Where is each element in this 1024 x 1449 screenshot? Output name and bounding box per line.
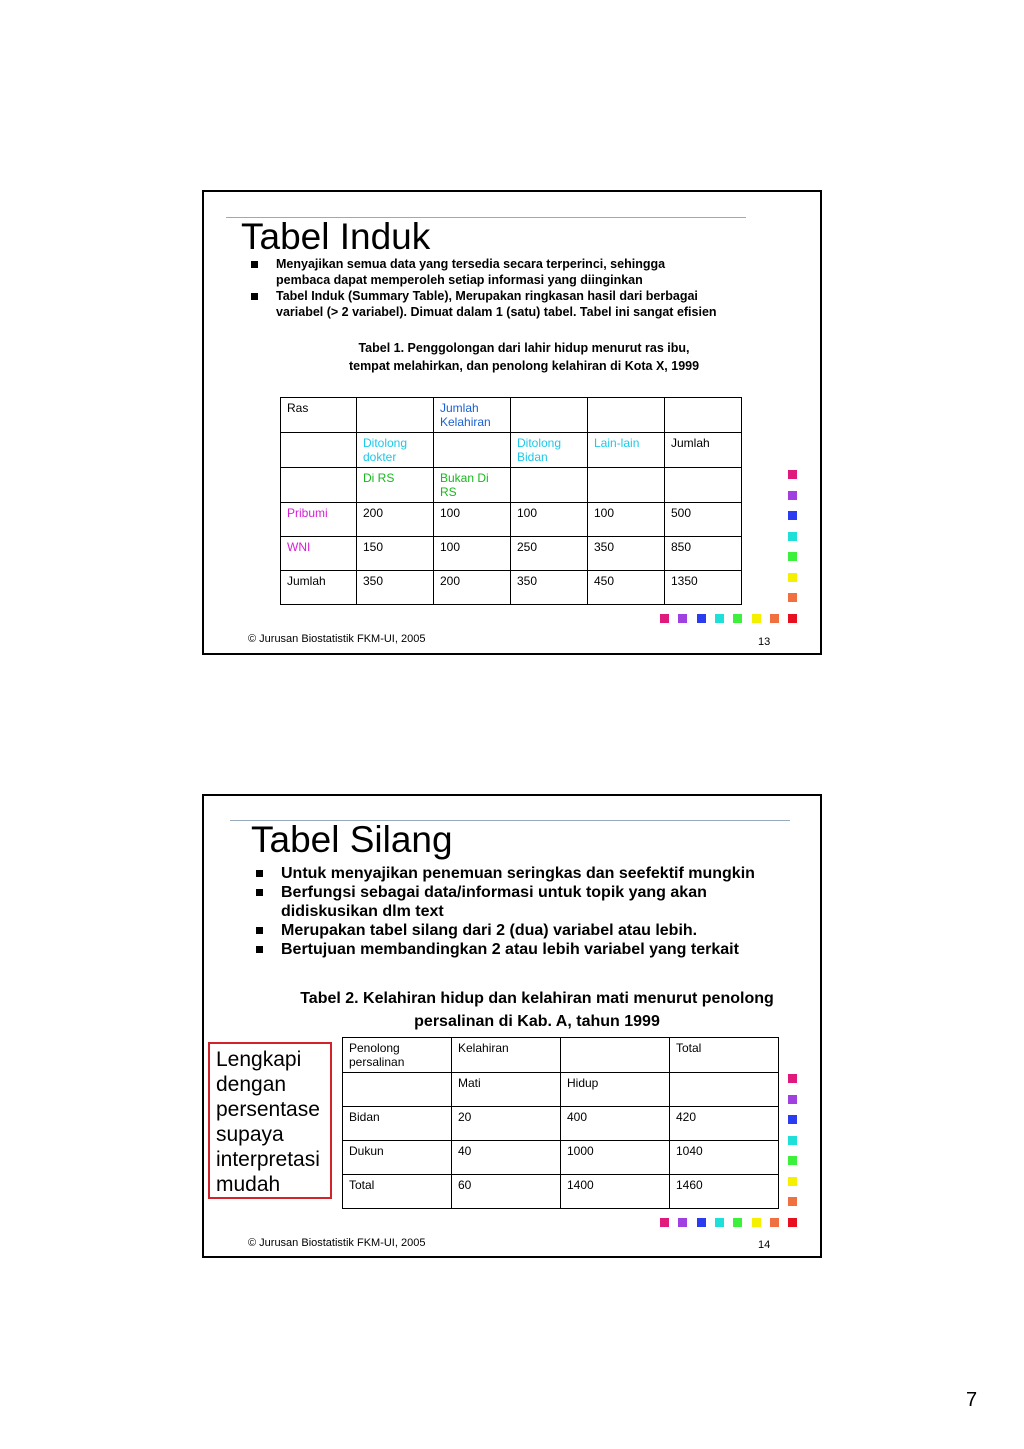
table-cell: [434, 571, 511, 605]
decor-square-icon: [788, 1156, 797, 1165]
slide-tabel-silang: [202, 794, 822, 1258]
cell-text: 100: [517, 506, 538, 520]
cell-text: Total: [676, 1041, 702, 1055]
table-cell: [511, 398, 588, 433]
decor-square-icon: [715, 1218, 724, 1227]
cell-text: 420: [676, 1110, 697, 1124]
table-cell: [561, 1038, 670, 1073]
slide-page-number: 14: [758, 1239, 771, 1251]
cell-text: Penolong: [349, 1041, 400, 1055]
cell-text: 1000: [567, 1144, 594, 1158]
decor-square-icon: [660, 614, 669, 623]
table-cell: [511, 503, 588, 537]
note-line: dengan: [216, 1073, 287, 1096]
cell-text: Dukun: [349, 1144, 384, 1158]
cell-text: Kelahiran: [458, 1041, 509, 1055]
table-caption: [270, 987, 804, 1033]
decor-square-icon: [788, 470, 797, 479]
table-cell: [670, 1038, 779, 1073]
cell-text: 350: [517, 574, 538, 588]
cell-text: 60: [458, 1178, 472, 1192]
cell-text: Bidan: [349, 1110, 380, 1124]
bullet-item: [256, 864, 816, 883]
table-cell: [281, 433, 357, 468]
bullet-text: Tabel Induk (Summary Table), Merupakan ringkasan hasil dari berbagai: [276, 289, 698, 303]
table-cell: [357, 571, 434, 605]
decor-square-icon: [678, 1218, 687, 1227]
decor-square-icon: [697, 614, 706, 623]
cell-text: 100: [440, 540, 461, 554]
cell-text: Mati: [458, 1076, 481, 1090]
cell-text: Hidup: [567, 1076, 599, 1090]
table-cell: [281, 468, 357, 503]
bullet-item: [256, 940, 816, 959]
decor-square-icon: [660, 1218, 669, 1227]
table-cell: [357, 433, 434, 468]
table-cell: [343, 1175, 452, 1209]
table-cell: [511, 468, 588, 503]
table-row: [281, 571, 742, 605]
cell-text: WNI: [287, 540, 311, 554]
table-cell: [588, 468, 665, 503]
table-row: [281, 398, 742, 433]
cell-text: 450: [594, 574, 615, 588]
decor-square-icon: [788, 511, 797, 520]
table-cell: [343, 1038, 452, 1073]
slide-title: Tabel Silang: [251, 819, 453, 860]
table-cell: [452, 1073, 561, 1107]
table-cell: [434, 398, 511, 433]
cell-text: dokter: [363, 450, 397, 464]
table-row: [281, 537, 742, 571]
cell-text: 150: [363, 540, 384, 554]
cell-text: Bidan: [517, 450, 548, 464]
slide-title: Tabel Induk: [241, 216, 431, 257]
footer-copyright: © Jurusan Biostatistik FKM-UI, 2005: [248, 1237, 426, 1249]
cell-text: 400: [567, 1110, 588, 1124]
decor-square-icon: [752, 1218, 761, 1227]
bullet-text: pembaca dapat memperoleh setiap informasi yang diinginkan: [276, 273, 643, 287]
table-cell: [665, 571, 742, 605]
table-cell: [511, 433, 588, 468]
table-cell: [561, 1175, 670, 1209]
cell-text: Total: [349, 1178, 375, 1192]
table-cell: [281, 503, 357, 537]
cell-text: Jumlah: [440, 401, 479, 415]
square-bullet-icon: [256, 889, 263, 896]
caption-line: Tabel 2. Kelahiran hidup dan kelahiran mati menurut penolong: [300, 990, 774, 1007]
square-bullet-icon: [251, 261, 258, 268]
decor-square-icon: [678, 614, 687, 623]
table-row: [281, 503, 742, 537]
cell-text: persalinan: [349, 1055, 405, 1069]
table-row: [343, 1073, 779, 1107]
cross-table: [342, 1037, 779, 1209]
slide-tabel-induk: [202, 190, 822, 655]
decor-square-icon: [788, 532, 797, 541]
table-cell: [434, 503, 511, 537]
cell-text: Pribumi: [287, 506, 328, 520]
table-cell: [670, 1107, 779, 1141]
decor-square-icon: [788, 1177, 797, 1186]
slide-page-number: 13: [758, 636, 771, 648]
decor-square-icon: [788, 1136, 797, 1145]
table-row: [343, 1175, 779, 1209]
cell-text: Jumlah: [287, 574, 326, 588]
bullet-item: [256, 883, 816, 921]
cell-text: Di RS: [363, 471, 395, 485]
decor-square-icon: [788, 1074, 797, 1083]
decor-square-icon: [788, 1115, 797, 1124]
table-cell: [511, 571, 588, 605]
bullet-text: Merupakan tabel silang dari 2 (dua) variabel atau lebih.: [281, 922, 698, 939]
cell-text: 200: [440, 574, 461, 588]
footer-copyright: © Jurusan Biostatistik FKM-UI, 2005: [248, 633, 426, 645]
cell-text: 100: [440, 506, 461, 520]
decor-square-icon: [770, 614, 779, 623]
square-bullet-icon: [256, 870, 263, 877]
table-cell: [434, 468, 511, 503]
decor-square-icon: [752, 614, 761, 623]
cell-text: 1460: [676, 1178, 703, 1192]
table-cell: [434, 433, 511, 468]
table-cell: [588, 537, 665, 571]
square-bullet-icon: [256, 946, 263, 953]
table-cell: [511, 537, 588, 571]
decor-square-icon: [788, 593, 797, 602]
caption-line: Tabel 1. Penggolongan dari lahir hidup menurut ras ibu,: [358, 341, 690, 355]
table-cell: [665, 468, 742, 503]
table-cell: [588, 503, 665, 537]
decor-square-icon: [770, 1218, 779, 1227]
cell-text: 20: [458, 1110, 472, 1124]
bullet-list: [251, 256, 811, 320]
bullet-text: variabel (> 2 variabel). Dimuat dalam 1 (satu) tabel. Tabel ini sangat efisien: [276, 305, 717, 319]
table-cell: [665, 537, 742, 571]
table-cell: [561, 1073, 670, 1107]
bullet-text: Bertujuan membandingkan 2 atau lebih variabel yang terkait: [281, 941, 739, 958]
cell-text: 1040: [676, 1144, 703, 1158]
cell-text: Kelahiran: [440, 415, 491, 429]
table-row: [343, 1141, 779, 1175]
table-cell: [670, 1073, 779, 1107]
cell-text: 350: [363, 574, 384, 588]
decor-square-icon: [788, 614, 797, 623]
table-cell: [434, 537, 511, 571]
table-cell: [357, 537, 434, 571]
cell-text: 1400: [567, 1178, 594, 1192]
table-cell: [343, 1107, 452, 1141]
table-row: [281, 433, 742, 468]
cell-text: 1350: [671, 574, 698, 588]
cell-text: 200: [363, 506, 384, 520]
square-bullet-icon: [256, 927, 263, 934]
cell-text: Jumlah: [671, 436, 710, 450]
note-line: supaya: [216, 1123, 284, 1146]
decor-square-icon: [733, 1218, 742, 1227]
table-cell: [343, 1073, 452, 1107]
table-cell: [670, 1141, 779, 1175]
document-page-number: 7: [966, 1389, 978, 1411]
summary-table: [280, 397, 742, 605]
table-cell: [357, 503, 434, 537]
table-cell: [665, 398, 742, 433]
table-cell: [588, 398, 665, 433]
note-box: [208, 1042, 332, 1199]
table-cell: [588, 433, 665, 468]
caption-line: tempat melahirkan, dan penolong kelahiran di Kota X, 1999: [348, 359, 700, 373]
table-cell: [670, 1175, 779, 1209]
cell-text: Ditolong: [517, 436, 562, 450]
note-line: Lengkapi: [216, 1048, 302, 1071]
bullet-text: Berfungsi sebagai data/informasi untuk topik yang akan: [281, 884, 707, 901]
bullet-item: [256, 921, 816, 940]
table-cell: [452, 1141, 561, 1175]
table-cell: [281, 571, 357, 605]
cell-text: RS: [440, 485, 457, 499]
decor-square-icon: [788, 1095, 797, 1104]
note-line: mudah: [216, 1173, 281, 1196]
note-line: persentase: [216, 1098, 320, 1121]
table-cell: [452, 1038, 561, 1073]
bullet-text: didiskusikan dlm text: [281, 903, 444, 920]
decor-square-icon: [788, 573, 797, 582]
decor-square-icon: [788, 1197, 797, 1206]
decor-square-icon: [788, 491, 797, 500]
table-cell: [452, 1107, 561, 1141]
table-caption: [224, 339, 824, 375]
decor-square-icon: [788, 552, 797, 561]
table-cell: [665, 503, 742, 537]
table-cell: [561, 1141, 670, 1175]
cell-text: Lain-lain: [594, 436, 640, 450]
bullet-list: [256, 864, 816, 959]
table-cell: [357, 398, 434, 433]
cell-text: 350: [594, 540, 615, 554]
note-line: interpretasi: [216, 1148, 320, 1171]
table-cell: [665, 433, 742, 468]
table-cell: [343, 1141, 452, 1175]
decor-square-icon: [733, 614, 742, 623]
bullet-item: [251, 256, 811, 288]
cell-text: 100: [594, 506, 615, 520]
table-row: [281, 468, 742, 503]
cell-text: 500: [671, 506, 692, 520]
table-cell: [561, 1107, 670, 1141]
decor-square-icon: [697, 1218, 706, 1227]
cell-text: 850: [671, 540, 692, 554]
table-cell: [357, 468, 434, 503]
table-cell: [281, 537, 357, 571]
caption-line: persalinan di Kab. A, tahun 1999: [414, 1013, 660, 1030]
bullet-item: [251, 288, 811, 320]
table-cell: [281, 398, 357, 433]
bullet-text: Untuk menyajikan penemuan seringkas dan seefektif mungkin: [281, 865, 755, 882]
table-cell: [588, 571, 665, 605]
square-bullet-icon: [251, 293, 258, 300]
decor-square-icon: [788, 1218, 797, 1227]
bullet-text: Menyajikan semua data yang tersedia secara terperinci, sehingga: [276, 257, 666, 271]
cell-text: 40: [458, 1144, 472, 1158]
decor-square-icon: [715, 614, 724, 623]
table-row: [343, 1038, 779, 1073]
cell-text: Ras: [287, 401, 309, 415]
table-cell: [452, 1175, 561, 1209]
cell-text: Bukan Di: [440, 471, 489, 485]
cell-text: 250: [517, 540, 538, 554]
cell-text: Ditolong: [363, 436, 408, 450]
table-row: [343, 1107, 779, 1141]
